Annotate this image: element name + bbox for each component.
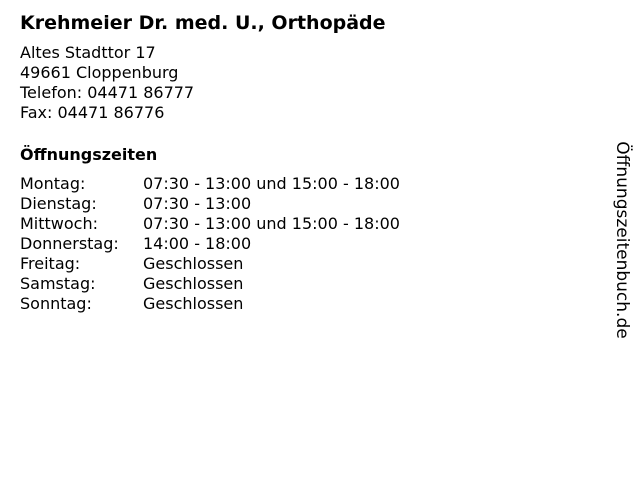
day-label: Freitag: [20, 254, 81, 273]
address-block [20, 43, 194, 123]
hours-row-monday [20, 174, 400, 194]
phone-number: Telefon: 04471 86777 [20, 83, 195, 102]
city-postal-code: 49661 Cloppenburg [20, 63, 179, 82]
source-watermark: Öffnungszeitenbuch.de [612, 141, 632, 339]
hours-row-saturday [20, 274, 400, 294]
day-label: Donnerstag: [20, 234, 119, 253]
hours-row-wednesday [20, 214, 400, 234]
day-label: Montag: [20, 174, 86, 193]
time-value: Geschlossen [143, 254, 244, 273]
day-label: Dienstag: [20, 194, 97, 213]
time-value: 07:30 - 13:00 [143, 194, 252, 213]
business-name: Krehmeier Dr. med. U., Orthopäde [20, 12, 386, 34]
day-label: Mittwoch: [20, 214, 98, 233]
hours-row-sunday [20, 294, 400, 314]
fax-number: Fax: 04471 86776 [20, 103, 165, 122]
day-label: Sonntag: [20, 294, 92, 313]
hours-row-thursday [20, 234, 400, 254]
time-value: 07:30 - 13:00 und 15:00 - 18:00 [143, 174, 400, 193]
day-label: Samstag: [20, 274, 96, 293]
opening-hours-table [20, 174, 400, 314]
hours-row-tuesday [20, 194, 400, 214]
time-value: 14:00 - 18:00 [143, 234, 252, 253]
opening-hours-heading: Öffnungszeiten [20, 145, 158, 164]
time-value: 07:30 - 13:00 und 15:00 - 18:00 [143, 214, 400, 233]
hours-row-friday [20, 254, 400, 274]
time-value: Geschlossen [143, 274, 244, 293]
street-address: Altes Stadttor 17 [20, 43, 156, 62]
time-value: Geschlossen [143, 294, 244, 313]
